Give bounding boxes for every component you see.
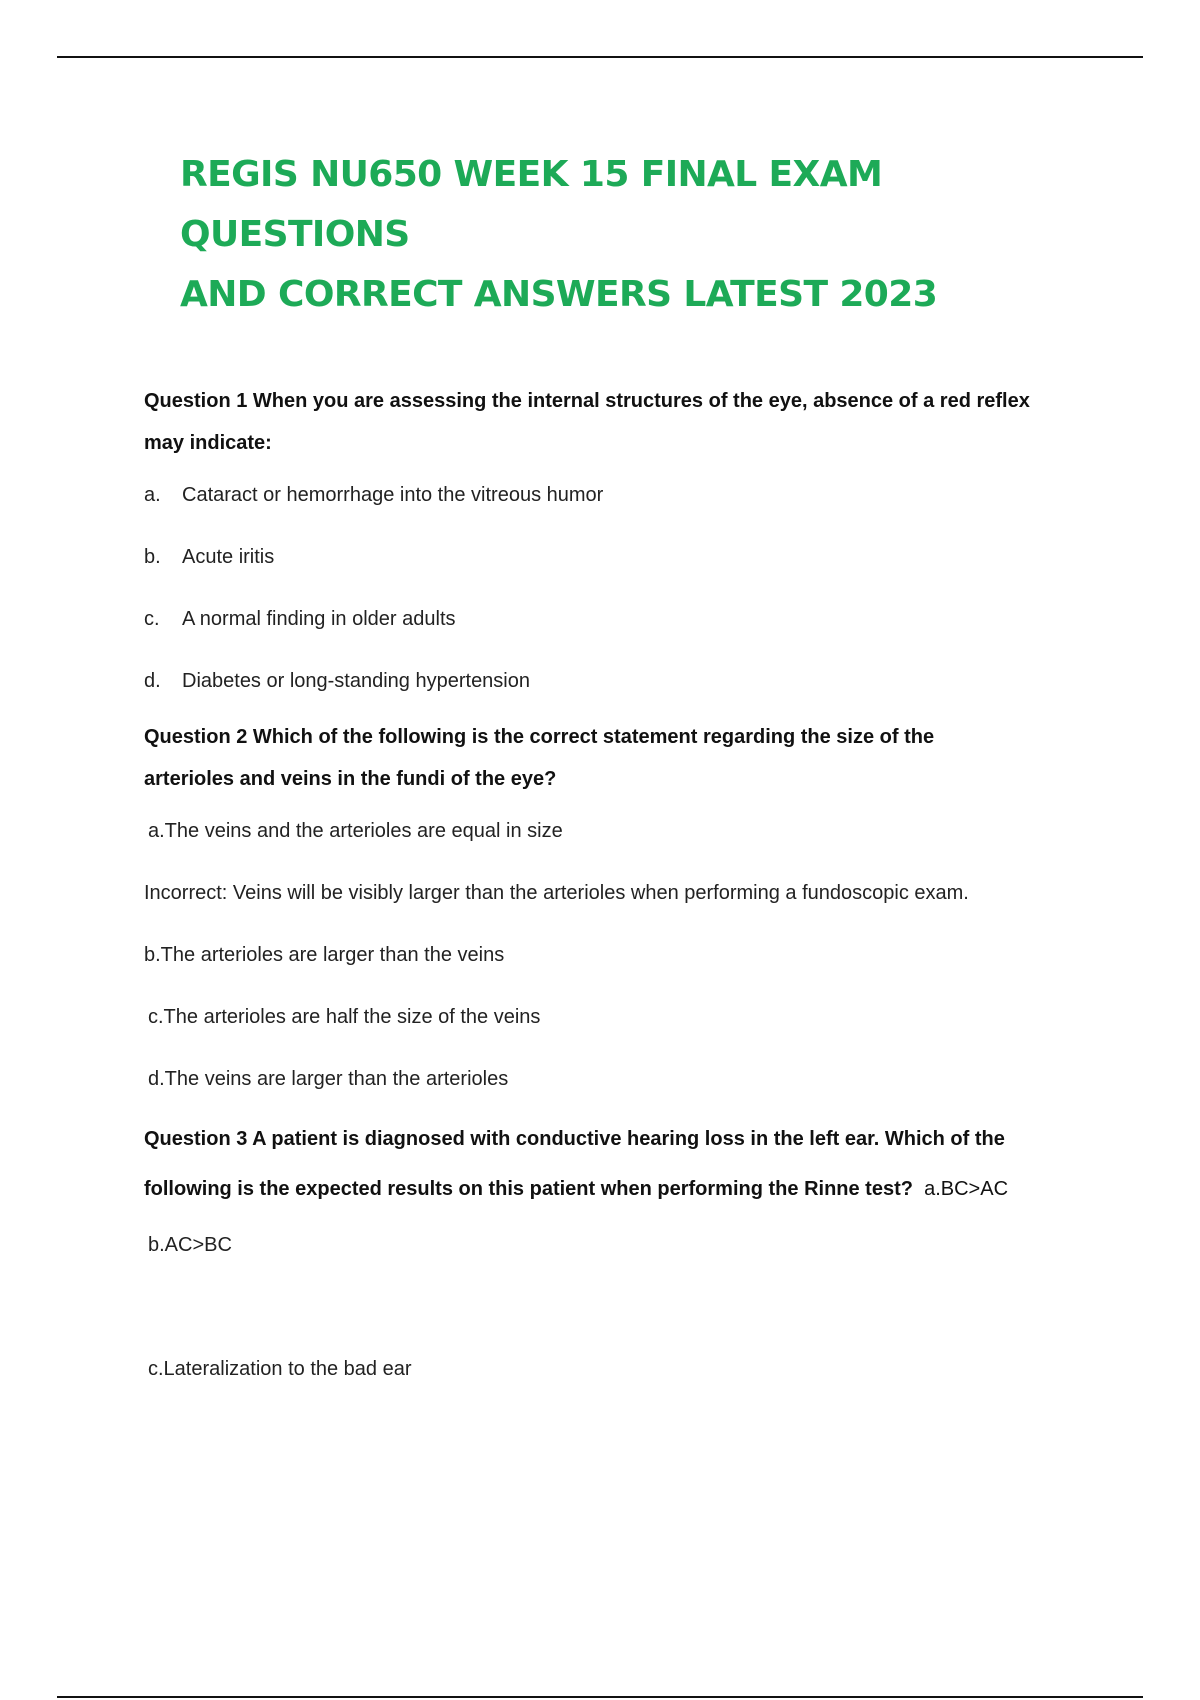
question-3-line-2: following is the expected results on this patient when performing the Rinne test? xyxy=(144,1178,913,1200)
question-2-line-2: arterioles and veins in the fundi of the eye? xyxy=(144,768,557,790)
question-1-line-1: Question 1 When you are assessing the internal structures of the eye, absence of a red reflex xyxy=(144,390,1030,412)
question-2-text xyxy=(144,716,1104,800)
blank-gap xyxy=(144,1276,1104,1338)
question-3-text xyxy=(144,1114,1104,1214)
question-2-option-a: a.The veins and the arterioles are equal in size xyxy=(148,820,563,842)
question-2-line-1: Question 2 Which of the following is the correct statement regarding the size of the xyxy=(144,726,935,748)
option-text: Acute iritis xyxy=(182,546,275,568)
question-1-option-c xyxy=(144,588,1104,650)
question-2-option-b: b.The arterioles are larger than the veins xyxy=(144,944,505,966)
question-3-option-c: c.Lateralization to the bad ear xyxy=(148,1358,412,1380)
document-title xyxy=(180,145,1120,325)
top-rule xyxy=(57,56,1143,58)
option-letter: d. xyxy=(144,670,161,692)
title-line-1: REGIS NU650 WEEK 15 FINAL EXAM QUESTIONS xyxy=(180,154,883,255)
question-1-option-d xyxy=(144,650,1104,712)
option-letter: b. xyxy=(144,546,161,568)
question-1-text xyxy=(144,380,1104,464)
question-1 xyxy=(144,380,1104,712)
option-letter: a. xyxy=(144,484,161,506)
question-3-option-b: b.AC>BC xyxy=(148,1234,232,1256)
option-text: A normal finding in older adults xyxy=(182,608,456,630)
question-3 xyxy=(144,1114,1104,1400)
option-text: Cataract or hemorrhage into the vitreous humor xyxy=(182,484,604,506)
question-1-option-a xyxy=(144,464,1104,526)
question-2-feedback: Incorrect: Veins will be visibly larger than the arterioles when performing a fundoscopic exam. xyxy=(144,882,969,904)
question-2-option-c: c.The arterioles are half the size of the veins xyxy=(148,1006,541,1028)
question-3-option-a: a.BC>AC xyxy=(924,1178,1009,1200)
question-2 xyxy=(144,716,1104,1110)
question-3-line-1: Question 3 A patient is diagnosed with conductive hearing loss in the left ear. Which of the xyxy=(144,1128,1005,1150)
option-text: Diabetes or long-standing hypertension xyxy=(182,670,530,692)
document-body xyxy=(144,380,1104,1400)
question-1-line-2: may indicate: xyxy=(144,432,272,454)
question-1-option-b xyxy=(144,526,1104,588)
question-2-option-d: d.The veins are larger than the arterioles xyxy=(148,1068,509,1090)
title-line-2: AND CORRECT ANSWERS LATEST 2023 xyxy=(180,274,938,315)
bottom-rule xyxy=(57,1696,1143,1698)
option-letter: c. xyxy=(144,608,160,630)
